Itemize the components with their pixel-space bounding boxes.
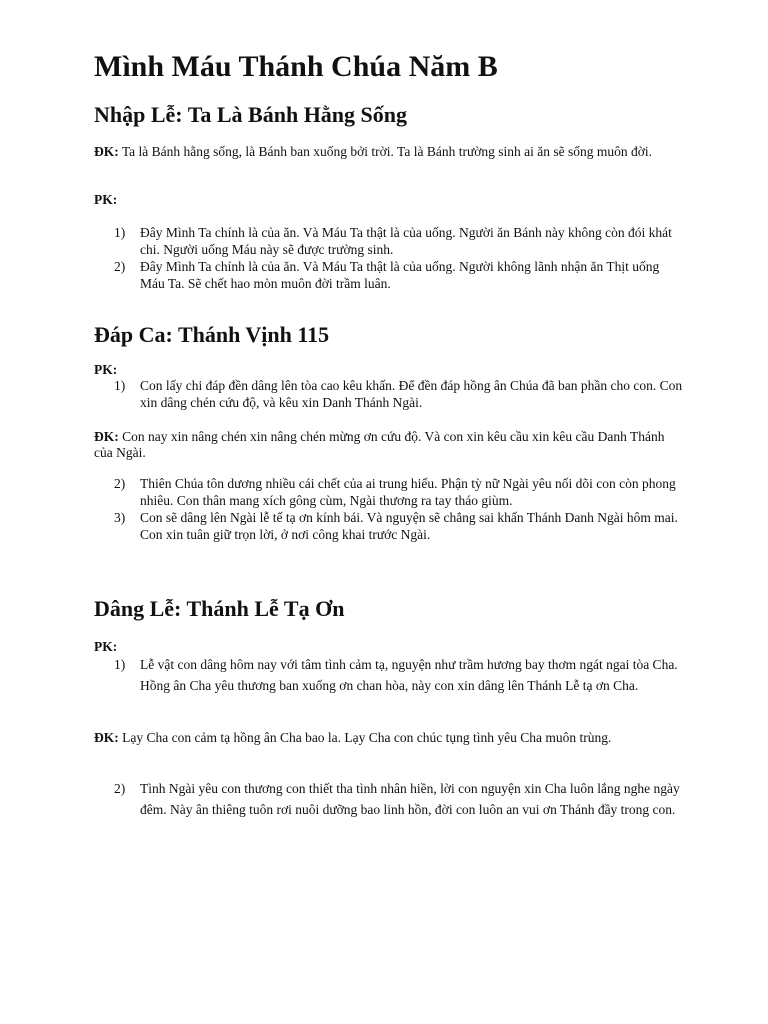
verse-number: 1) xyxy=(114,225,126,240)
verse-item xyxy=(94,377,686,411)
refrain-psalm xyxy=(94,429,686,461)
refrain-entrance xyxy=(94,144,686,160)
page-title: Mình Máu Thánh Chúa Năm B xyxy=(94,50,498,83)
verse-text: Con lấy chi đáp đền dâng lên tòa cao kêu khấn. Để đền đáp hồng ân Chúa đã ban phần cho con. Con xin dâng chén cứu độ, và kêu xin Danh Thánh Ngài. xyxy=(140,378,683,410)
verse-item xyxy=(94,654,686,696)
verse-text: Thiên Chúa tôn dương nhiều cái chết của ai trung hiếu. Phận tỳ nữ Ngài yêu nối dõi con còn phong nhiêu. Con thân mang xích gông cùm, Ngài thương ra tay tháo giùm. xyxy=(140,476,676,508)
verse-text: Đây Mình Ta chính là của ăn. Và Máu Ta thật là của uống. Người ăn Bánh này không còn đói khát chi. Người uống Máu này sẽ được trường sinh. xyxy=(140,225,672,257)
verse-text: Tình Ngài yêu con thương con thiết tha tình nhân hiền, lời con nguyện xin Cha luôn lắng nghe ngày đêm. Này ân thiêng tuôn rơi nuôi dưỡng bao linh hồn, đời con luôn an vui ơn Thánh đầy trong con. xyxy=(140,781,680,817)
refrain-text: Ta là Bánh hằng sống, là Bánh ban xuống bởi trời. Ta là Bánh trường sinh ai ăn sẽ sống muôn đời. xyxy=(118,144,653,159)
refrain-label: ĐK: xyxy=(94,730,119,745)
verse-item xyxy=(94,778,686,820)
verse-list-entrance xyxy=(94,224,686,292)
verse-list-offertory-a xyxy=(94,654,686,696)
refrain-text: Lạy Cha con cảm tạ hồng ân Cha bao la. Lạy Cha con chúc tụng tình yêu Cha muôn trùng. xyxy=(118,730,612,745)
verse-label-offertory: PK: xyxy=(94,639,118,654)
verse-label-entrance: PK: xyxy=(94,192,118,207)
verse-text: Đây Mình Ta chính là của ăn. Và Máu Ta thật là của uống. Người không lãnh nhận ăn Thịt uống Máu Ta. Sẽ chết hao mòn muôn đời trầm luân. xyxy=(140,259,660,291)
refrain-text: Con nay xin nâng chén xin nâng chén mừng ơn cứu độ. Và con xin kêu cầu xin kêu cầu Danh Thánh của Ngài. xyxy=(94,429,665,460)
verse-number: 1) xyxy=(114,378,126,393)
verse-item xyxy=(94,509,686,543)
verse-number: 2) xyxy=(114,476,126,491)
verse-text: Con sẽ dâng lên Ngài lễ tế tạ ơn kính bái. Và nguyện sẽ chẳng sai khấn Thánh Danh Ngài hôm mai. Con xin tuân giữ trọn lời, ở nơi công khai trước Ngài. xyxy=(140,510,678,542)
verse-text: Lễ vật con dâng hôm nay với tâm tình cảm tạ, nguyện như trầm hương bay thơm ngát ngai tòa Cha. Hồng ân Cha yêu thương ban xuống ơn chan hòa, này con xin dâng lên Thánh Lễ tạ ơn Cha. xyxy=(140,657,678,693)
refrain-offertory xyxy=(94,730,686,746)
verse-list-offertory-b xyxy=(94,778,686,820)
section-heading-offertory: Dâng Lễ: Thánh Lễ Tạ Ơn xyxy=(94,596,345,621)
section-heading-entrance: Nhập Lễ: Ta Là Bánh Hằng Sống xyxy=(94,102,408,127)
verse-item xyxy=(94,475,686,509)
verse-item xyxy=(94,224,686,258)
verse-item xyxy=(94,258,686,292)
refrain-label: ĐK: xyxy=(94,429,119,444)
verse-number: 2) xyxy=(114,259,126,274)
verse-label-psalm: PK: xyxy=(94,362,118,377)
verse-number: 2) xyxy=(114,781,126,796)
verse-number: 3) xyxy=(114,510,126,525)
verse-number: 1) xyxy=(114,657,126,672)
refrain-label: ĐK: xyxy=(94,144,119,159)
verse-list-psalm-b xyxy=(94,475,686,543)
section-heading-psalm: Đáp Ca: Thánh Vịnh 115 xyxy=(94,322,330,347)
verse-list-psalm-a xyxy=(94,377,686,411)
